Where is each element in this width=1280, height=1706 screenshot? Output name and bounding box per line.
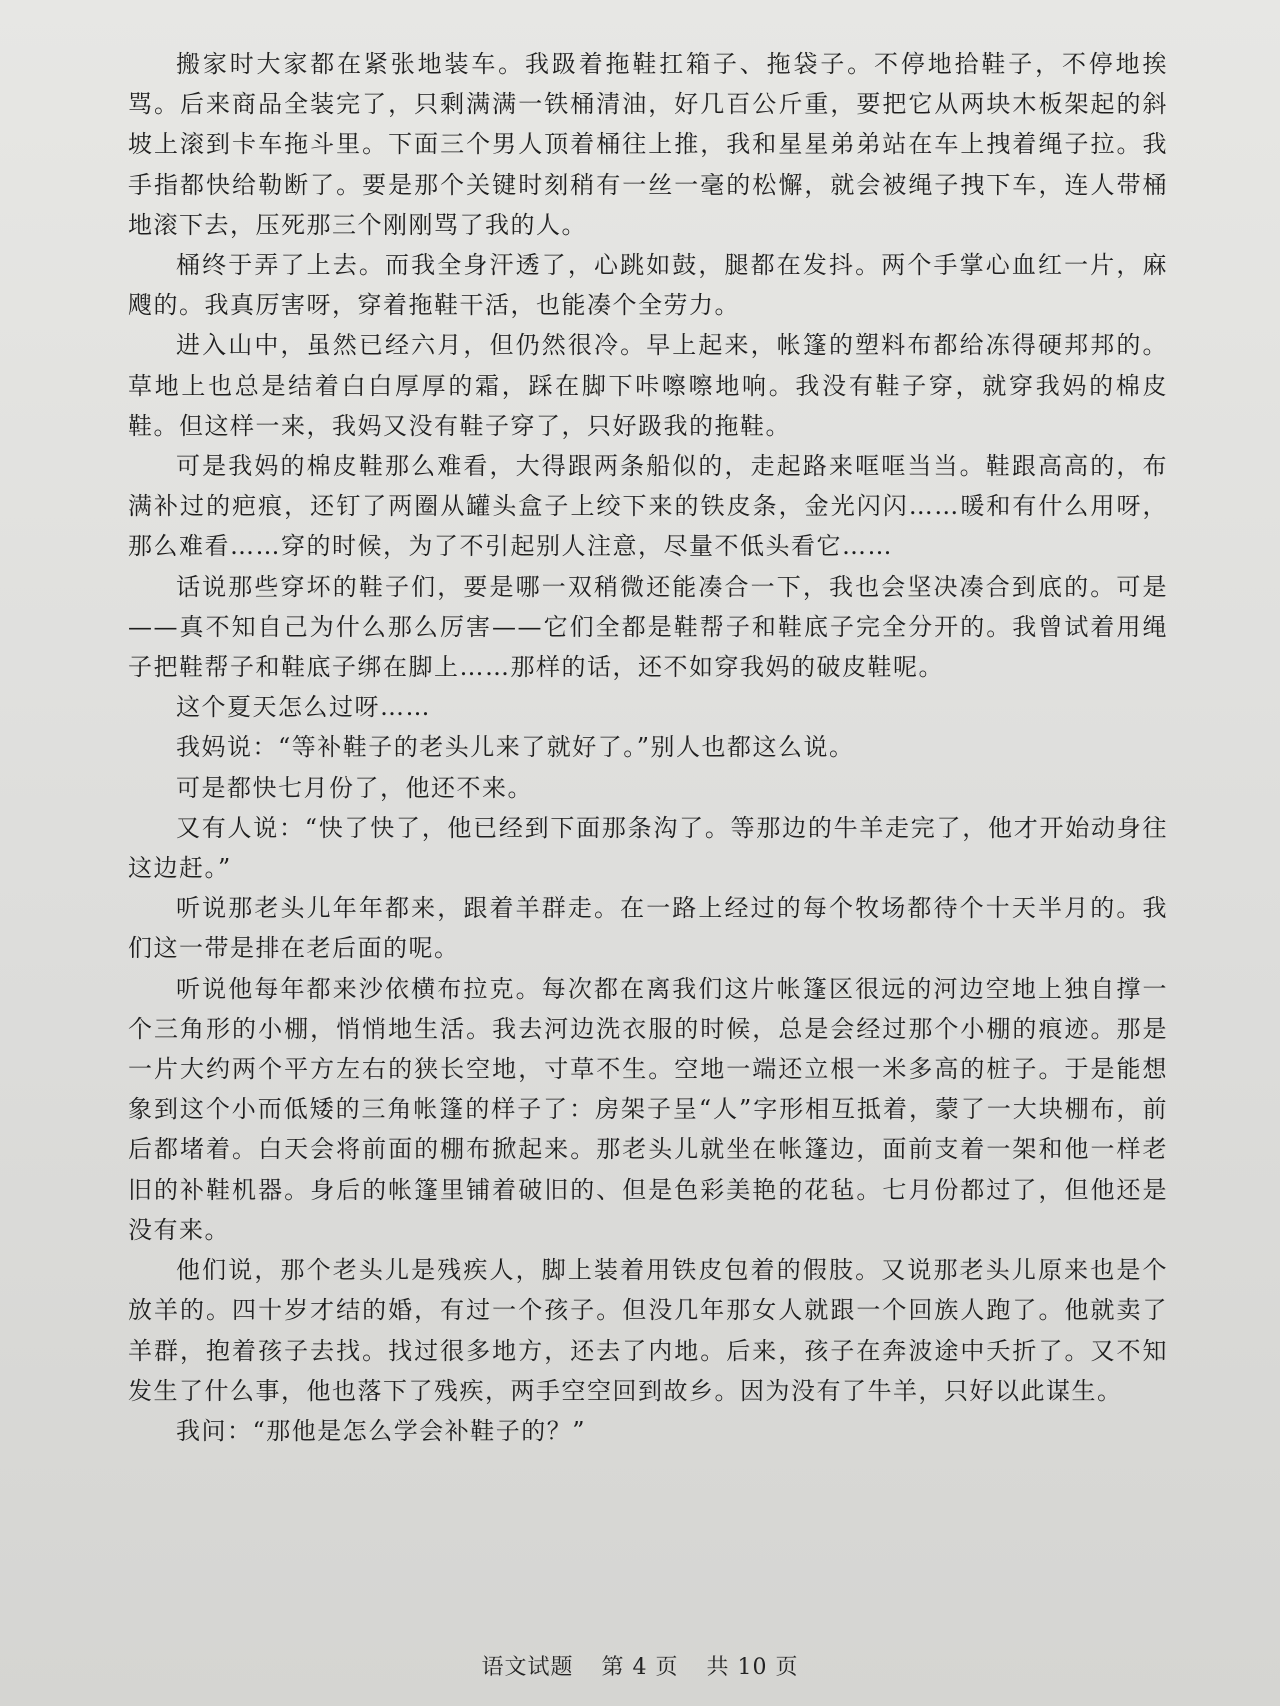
paragraph: 我妈说：“等补鞋子的老头儿来了就好了。”别人也都这么说。 bbox=[176, 733, 855, 762]
footer-total-pages: 共 10 页 bbox=[706, 1655, 799, 1680]
paragraph: 话说那些穿坏的鞋子们，要是哪一双稍微还能凑合一下，我也会坚决凑合到底的。可是——真不知自己为什么那么厉害——它们全都是鞋帮子和鞋底子完全分开的。我曾试着用绳子把鞋帮子和鞋底子绑在脚上……那样的话，还不如穿我妈的破皮鞋呢。 bbox=[128, 572, 1168, 682]
paragraph: 可是我妈的棉皮鞋那么难看，大得跟两条船似的，走起路来哐哐当当。鞋跟高高的，布满补过的疤痕，还钉了两圈从罐头盒子上绞下来的铁皮条，金光闪闪……暖和有什么用呀，那么难看……穿的时候，为了不引起别人注意，尽量不低头看它…… bbox=[128, 452, 1168, 561]
paragraph: 我问：“那他是怎么学会补鞋子的？” bbox=[176, 1416, 587, 1445]
paragraph: 进入山中，虽然已经六月，但仍然很冷。早上起来，帐篷的塑料布都给冻得硬邦邦的。草地上也总是结着白白厚厚的霜，踩在脚下咔嚓嚓地响。我没有鞋子穿，就穿我妈的棉皮鞋。但这样一来，我妈又没有鞋子穿了，只好趿我的拖鞋。 bbox=[128, 331, 1168, 440]
paragraph: 他们说，那个老头儿是残疾人，脚上装着用铁皮包着的假肢。又说那老头儿原来也是个放羊的。四十岁才结的婚，有过一个孩子。但没几年那女人就跟一个回族人跑了。他就卖了羊群，抱着孩子去找。找过很多地方，还去了内地。后来，孩子在奔波途中夭折了。又不知发生了什么事，他也落下了残疾，两手空空回到故乡。因为没有了牛羊，只好以此谋生。 bbox=[128, 1256, 1168, 1405]
paragraph: 这个夏天怎么过呀…… bbox=[176, 693, 431, 722]
paragraph: 听说他每年都来沙依横布拉克。每次都在离我们这片帐篷区很远的河边空地上独自撑一个三角形的小棚，悄悄地生活。我去河边洗衣服的时候，总是会经过那个小棚的痕迹。那是一片大约两个平方左右的狭长空地，寸草不生。空地一端还立根一米多高的桩子。于是能想象到这个小而低矮的三角帐篷的样子了：房架子呈“人”字形相互抵着，蒙了一大块棚布，前后都堵着。白天会将前面的棚布掀起来。那老头儿就坐在帐篷边，面前支着一架和他一样老旧的补鞋机器。身后的帐篷里铺着破旧的、但是色彩美艳的花毡。七月份都过了，但他还是没有来。 bbox=[128, 974, 1168, 1244]
paragraph: 又有人说：“快了快了，他已经到下面那条沟了。等那边的牛羊走完了，他才开始动身往这边赶。” bbox=[128, 813, 1168, 883]
paragraph: 听说那老头儿年年都来，跟着羊群走。在一路上经过的每个牧场都待个十天半月的。我们这一带是排在老后面的呢。 bbox=[128, 894, 1168, 963]
paragraph: 可是都快七月份了，他还不来。 bbox=[176, 773, 533, 802]
passage-text bbox=[128, 44, 1168, 1451]
paragraph: 搬家时大家都在紧张地装车。我趿着拖鞋扛箱子、拖袋子。不停地拾鞋子，不停地挨骂。后来商品全装完了，只剩满满一铁桶清油，好几百公斤重，要把它从两块木板架起的斜坡上滚到卡车拖斗里。下面三个男人顶着桶往上推，我和星星弟弟站在车上拽着绳子拉。我手指都快给勒断了。要是那个关键时刻稍有一丝一毫的松懈，就会被绳子拽下车，连人带桶地滚下去，压死那三个刚刚骂了我的人。 bbox=[128, 50, 1168, 239]
paragraph: 桶终于弄了上去。而我全身汗透了，心跳如鼓，腿都在发抖。两个手掌心血红一片，麻飕的。我真厉害呀，穿着拖鞋干活，也能凑个全劳力。 bbox=[128, 251, 1168, 320]
footer-subject: 语文试题 bbox=[481, 1655, 574, 1680]
footer-page-number: 第 4 页 bbox=[601, 1655, 679, 1680]
page-footer bbox=[0, 1650, 1280, 1681]
